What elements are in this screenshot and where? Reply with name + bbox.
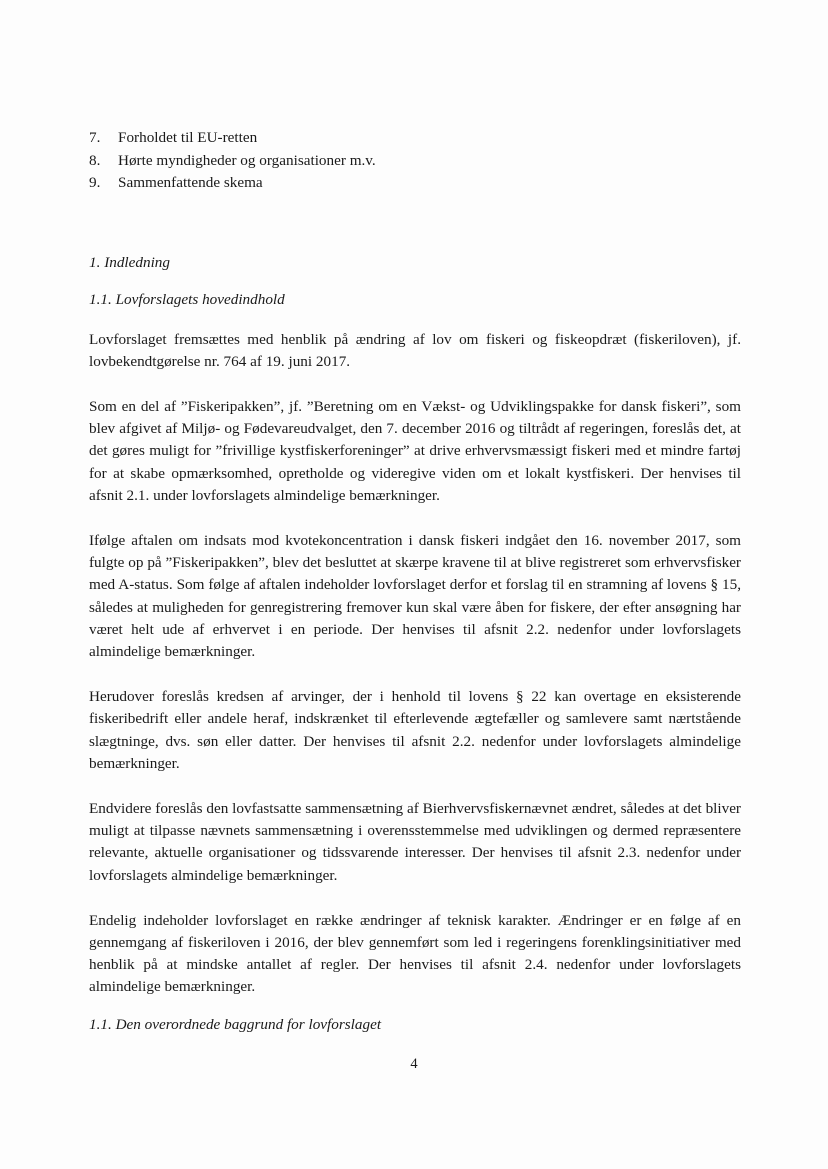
body-paragraph: Som en del af ”Fiskeripakken”, jf. ”Beretning om en Vækst- og Udviklingspakke for dansk fiskeri”, som blev afgivet af Miljø- og Fødevareudvalget, den 7. december 2016 og tiltrådt af regeringen, foreslås det, at det gøres muligt for ”frivillige kystfiskerforeninger” at drive erhvervsmæssigt fiskeri med et mindre fartøj for at skabe opmærksomhed, opretholde og videregive viden om et lokalt kystfiskeri. Der henvises til afsnit 2.1. under lovforslagets almindelige bemærkninger. bbox=[89, 397, 741, 504]
subsection-heading-baggrund: 1.1. Den overordnede baggrund for lovforslaget bbox=[89, 1015, 382, 1033]
section-heading-indledning: 1. Indledning bbox=[89, 253, 170, 271]
body-paragraph: Endvidere foreslås den lovfastsatte sammensætning af Bierhvervsfiskernævnet ændret, således at det bliver muligt at tilpasse nævnets sammensætning i overensstemmelse med udviklingen og dermed repræsentere relevante, aktuelle organisationer og tidssvarende interesser. Der henvises til afsnit 2.3. nedenfor under lovforslagets almindelige bemærkninger. bbox=[89, 799, 741, 884]
toc-text: Hørte myndigheder og organisationer m.v. bbox=[118, 151, 376, 169]
table-of-contents bbox=[89, 127, 741, 195]
toc-text: Sammenfattende skema bbox=[118, 174, 263, 191]
body-paragraph: Lovforslaget fremsættes med henblik på ændring af lov om fiskeri og fiskeopdræt (fiskeriloven), jf. lovbekendtgørelse nr. 764 af 19. juni 2017. bbox=[89, 330, 741, 370]
toc-item bbox=[89, 127, 741, 150]
subsection-heading-hovedindhold: 1.1. Lovforslagets hovedindhold bbox=[89, 290, 285, 308]
body-paragraph: Herudover foreslås kredsen af arvinger, der i henhold til lovens § 22 kan overtage en eksisterende fiskeribedrift eller andele heraf, indskrænket til efterlevende ægtefæller og samlevere samt nærtstående slægtninge, dvs. søn eller datter. Der henvises til afsnit 2.2. nedenfor under lovforslagets almindelige bemærkninger. bbox=[89, 688, 741, 772]
page-content bbox=[89, 127, 741, 1036]
toc-item bbox=[89, 150, 741, 173]
body-paragraph: Endelig indeholder lovforslaget en række ændringer af teknisk karakter. Ændringer er en følge af en gennemgang af fiskeriloven i 2016, der blev gennemført som led i regeringens forenklingsinitiativer med henblik på at mindske antallet af regler. Der henvises til afsnit 2.4. nedenfor under lovforslagets almindelige bemærkninger. bbox=[89, 911, 741, 996]
body-paragraph: Ifølge aftalen om indsats mod kvotekoncentration i dansk fiskeri indgået den 16. november 2017, som fulgte op på ”Fiskeripakken”, blev det besluttet at skærpe kravene til at blive registreret som erhvervsfisker med A-status. Som følge af aftalen indeholder lovforslaget derfor et forslag til en stramning af lovens § 15, således at muligheden for genregistrering fremover kun skal være åben for fiskere, der efter ansøgning har været helt ude af erhvervet i en periode. Der henvises til afsnit 2.2. nedenfor under lovforslagets almindelige bemærkninger. bbox=[89, 531, 741, 660]
toc-text: Forholdet til EU-retten bbox=[118, 129, 258, 146]
toc-number: 7. bbox=[89, 129, 101, 146]
toc-item bbox=[89, 172, 741, 195]
toc-number: 9. bbox=[89, 174, 101, 191]
toc-number: 8. bbox=[89, 151, 101, 169]
page-number: 4 bbox=[410, 1056, 418, 1072]
